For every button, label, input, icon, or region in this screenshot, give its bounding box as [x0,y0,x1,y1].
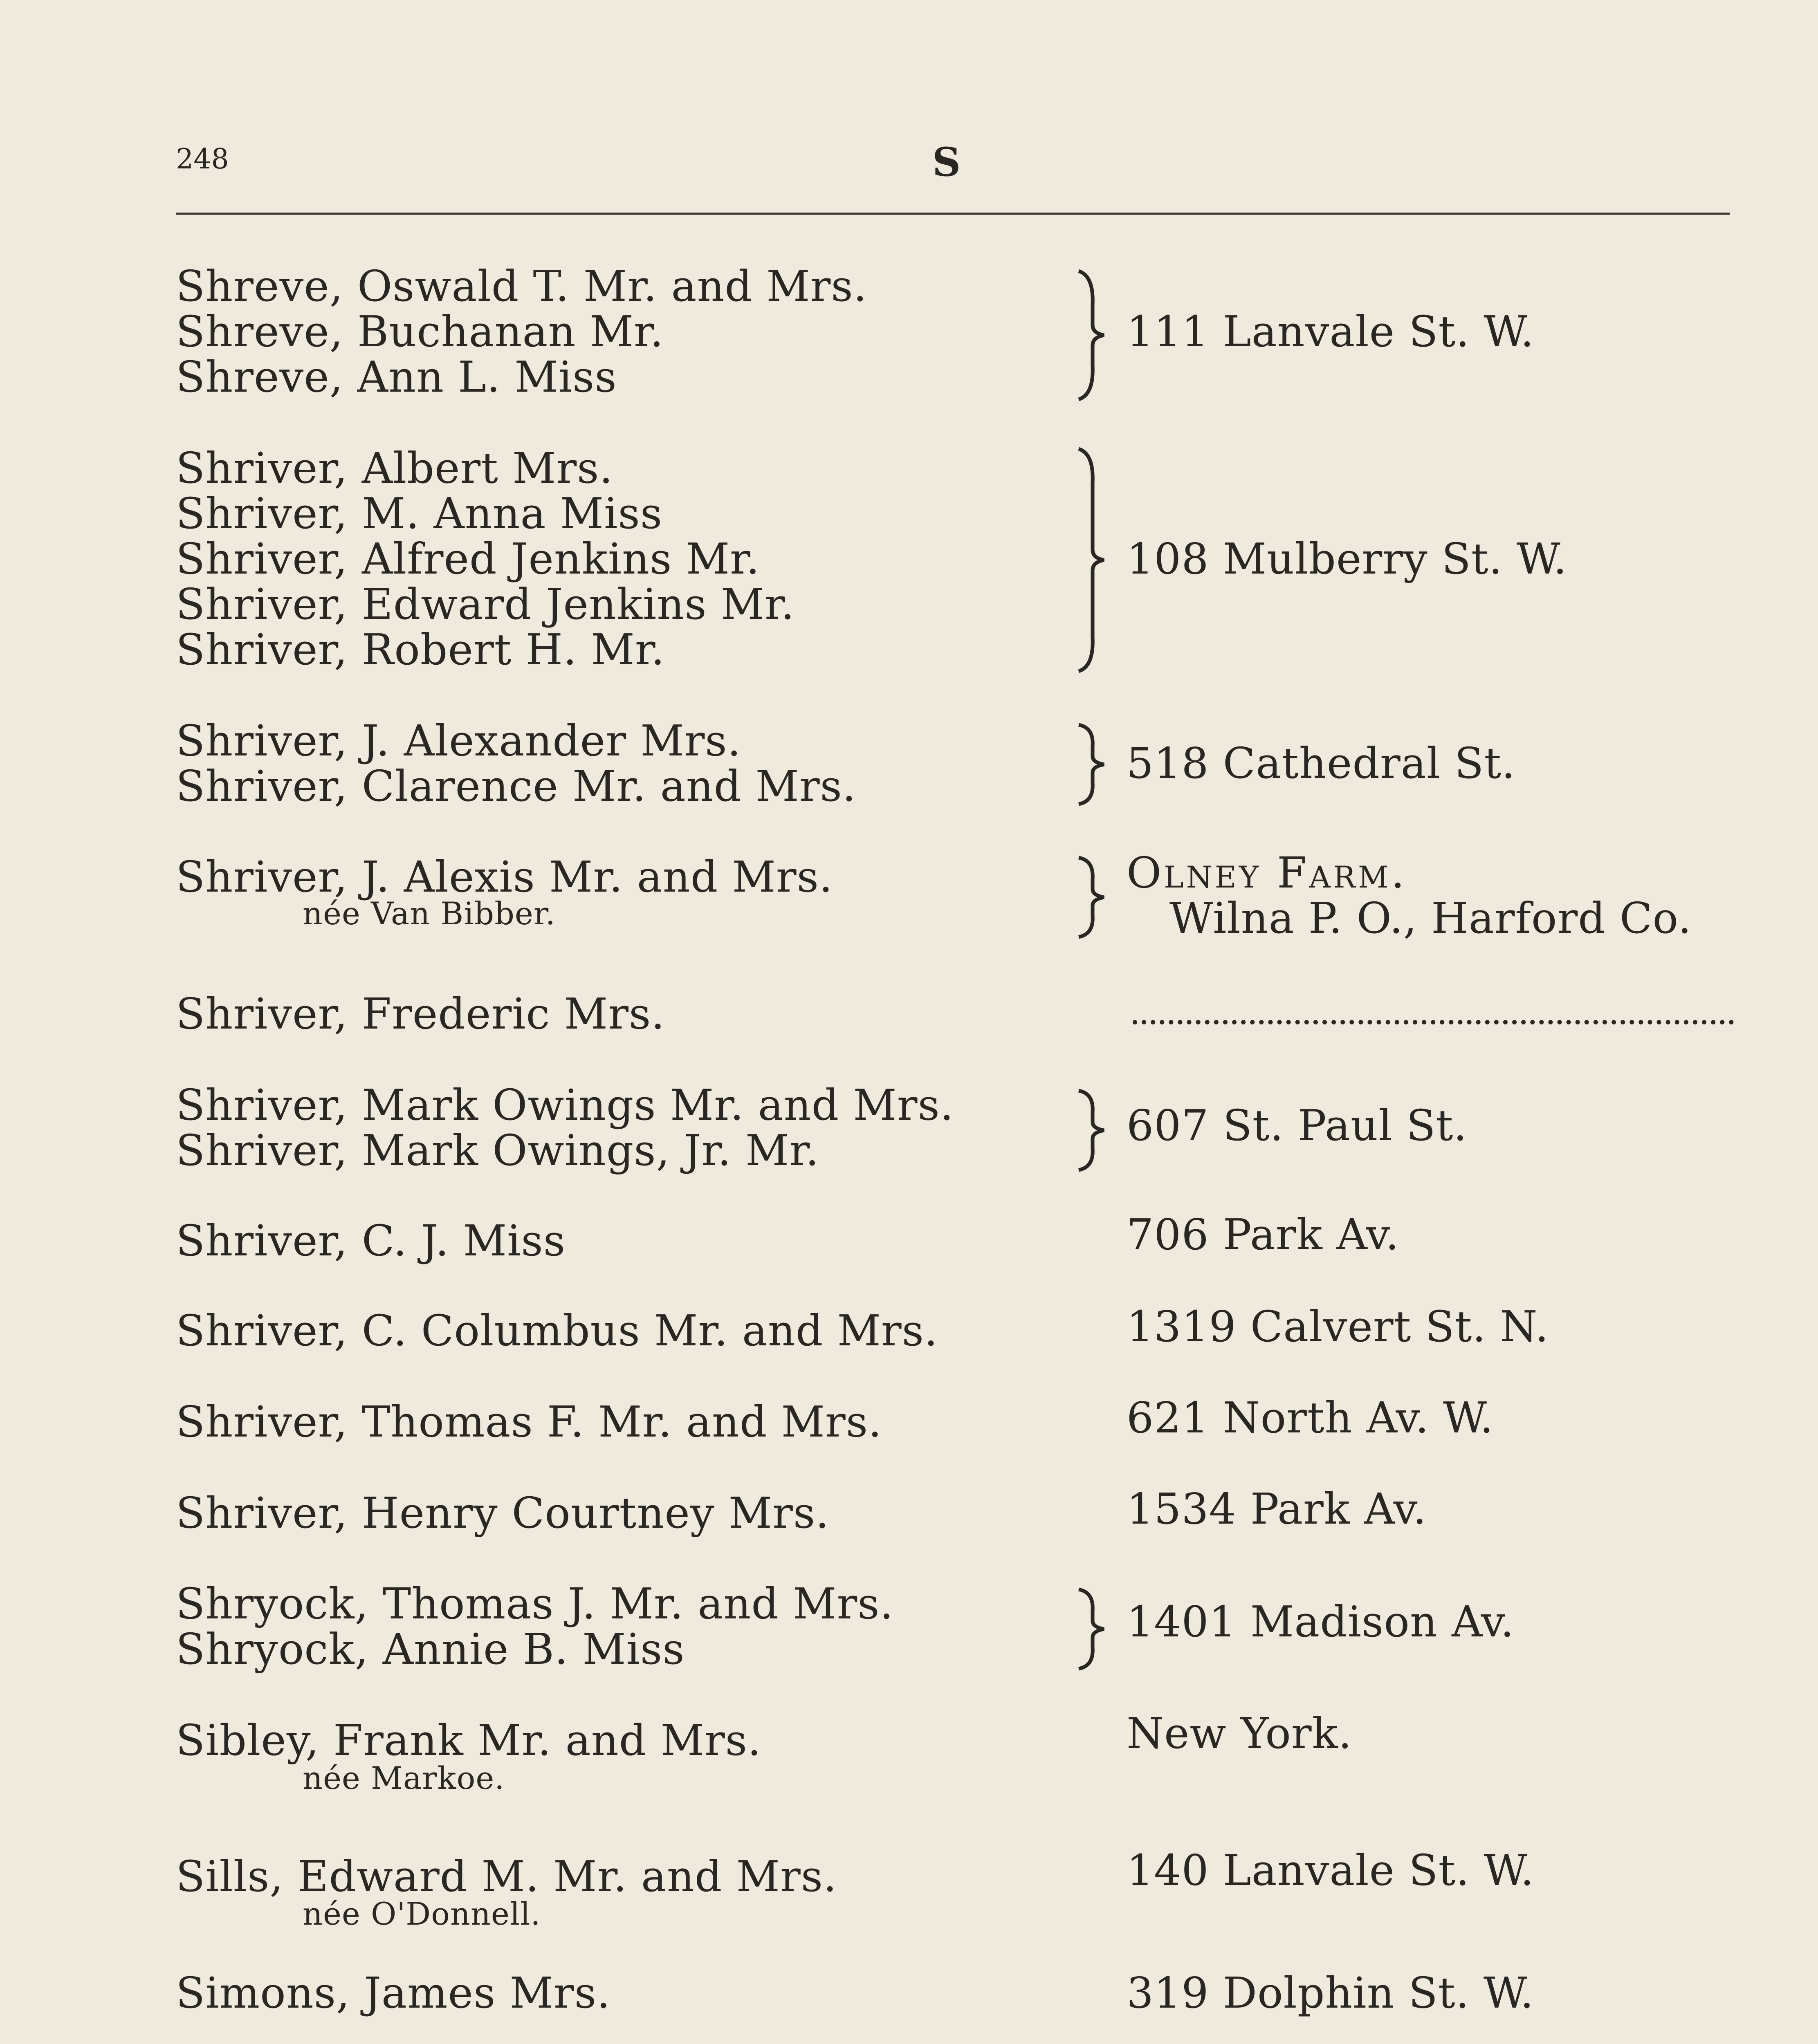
entry-name: Shriver, Robert H. Mr. [176,625,665,675]
nee-note: née O'Donnell. [303,1896,541,1932]
entry-address: 111 Lanvale St. W. [1127,307,1535,356]
entry-name: Simons, James Mrs. [176,1968,611,2018]
entry-name: Shriver, J. Alexis Mr. and Mrs. [176,852,833,902]
entry-name: Shryock, Thomas J. Mr. and Mrs. [176,1579,894,1629]
entry-address: Olney Farm. [1127,848,1407,898]
entry-name: Shriver, M. Anna Miss [176,489,663,538]
entry-name: Shreve, Oswald T. Mr. and Mrs. [176,261,867,311]
entry-name: Shriver, Mark Owings, Jr. Mr. [176,1125,819,1175]
brace-icon [1071,446,1108,675]
entry-name: Shreve, Buchanan Mr. [176,307,664,356]
entry-name: Sills, Edward M. Mr. and Mrs. [176,1851,837,1901]
entry-name: Shreve, Ann L. Miss [176,352,617,402]
brace-icon [1071,1586,1108,1672]
page-header [176,139,1730,192]
nee-note: née Van Bibber. [303,895,556,932]
entry-address: 140 Lanvale St. W. [1127,1845,1535,1895]
entry-name: Sibley, Frank Mr. and Mrs. [176,1715,762,1765]
entry-address: 621 North Av. W. [1127,1393,1494,1443]
dotted-leader [1133,1016,1734,1024]
entry-address: 1401 Madison Av. [1127,1597,1515,1647]
entry-name: Shryock, Annie B. Miss [176,1624,685,1674]
entry-name: Shriver, Thomas F. Mr. and Mrs. [176,1397,882,1447]
brace-icon [1071,1087,1108,1173]
entry-name: Shriver, Henry Courtney Mrs. [176,1488,830,1538]
brace-icon [1071,268,1108,403]
entry-name: Shriver, J. Alexander Mrs. [176,716,741,766]
entry-address: 1534 Park Av. [1127,1484,1427,1534]
entry-address: 319 Dolphin St. W. [1127,1968,1534,2018]
section-letter: S [932,139,961,185]
entry-address: New York. [1127,1708,1352,1758]
entry-address: Wilna P. O., Harford Co. [1169,893,1692,943]
entry-address: 518 Cathedral St. [1127,738,1516,788]
entry-name: Shriver, Alfred Jenkins Mr. [176,534,760,584]
entry-address: 706 Park Av. [1127,1210,1400,1260]
entry-name: Shriver, C. Columbus Mr. and Mrs. [176,1306,938,1356]
entry-address: 607 St. Paul St. [1127,1100,1468,1150]
entry-name: Shriver, Mark Owings Mr. and Mrs. [176,1080,954,1130]
entry-address: 108 Mulberry St. W. [1127,534,1567,584]
brace-icon [1071,854,1108,940]
entry-name: Shriver, Frederic Mrs. [176,989,665,1039]
header-rule [176,213,1730,215]
entry-name: Shriver, C. J. Miss [176,1216,566,1266]
brace-icon [1071,722,1108,807]
entry-address: 1319 Calvert St. N. [1127,1302,1549,1351]
entry-name: Shriver, Albert Mrs. [176,443,613,493]
entry-name: Shriver, Edward Jenkins Mr. [176,579,795,629]
nee-note: née Markoe. [303,1760,505,1796]
page-number: 248 [176,143,229,175]
entry-name: Shriver, Clarence Mr. and Mrs. [176,761,856,811]
